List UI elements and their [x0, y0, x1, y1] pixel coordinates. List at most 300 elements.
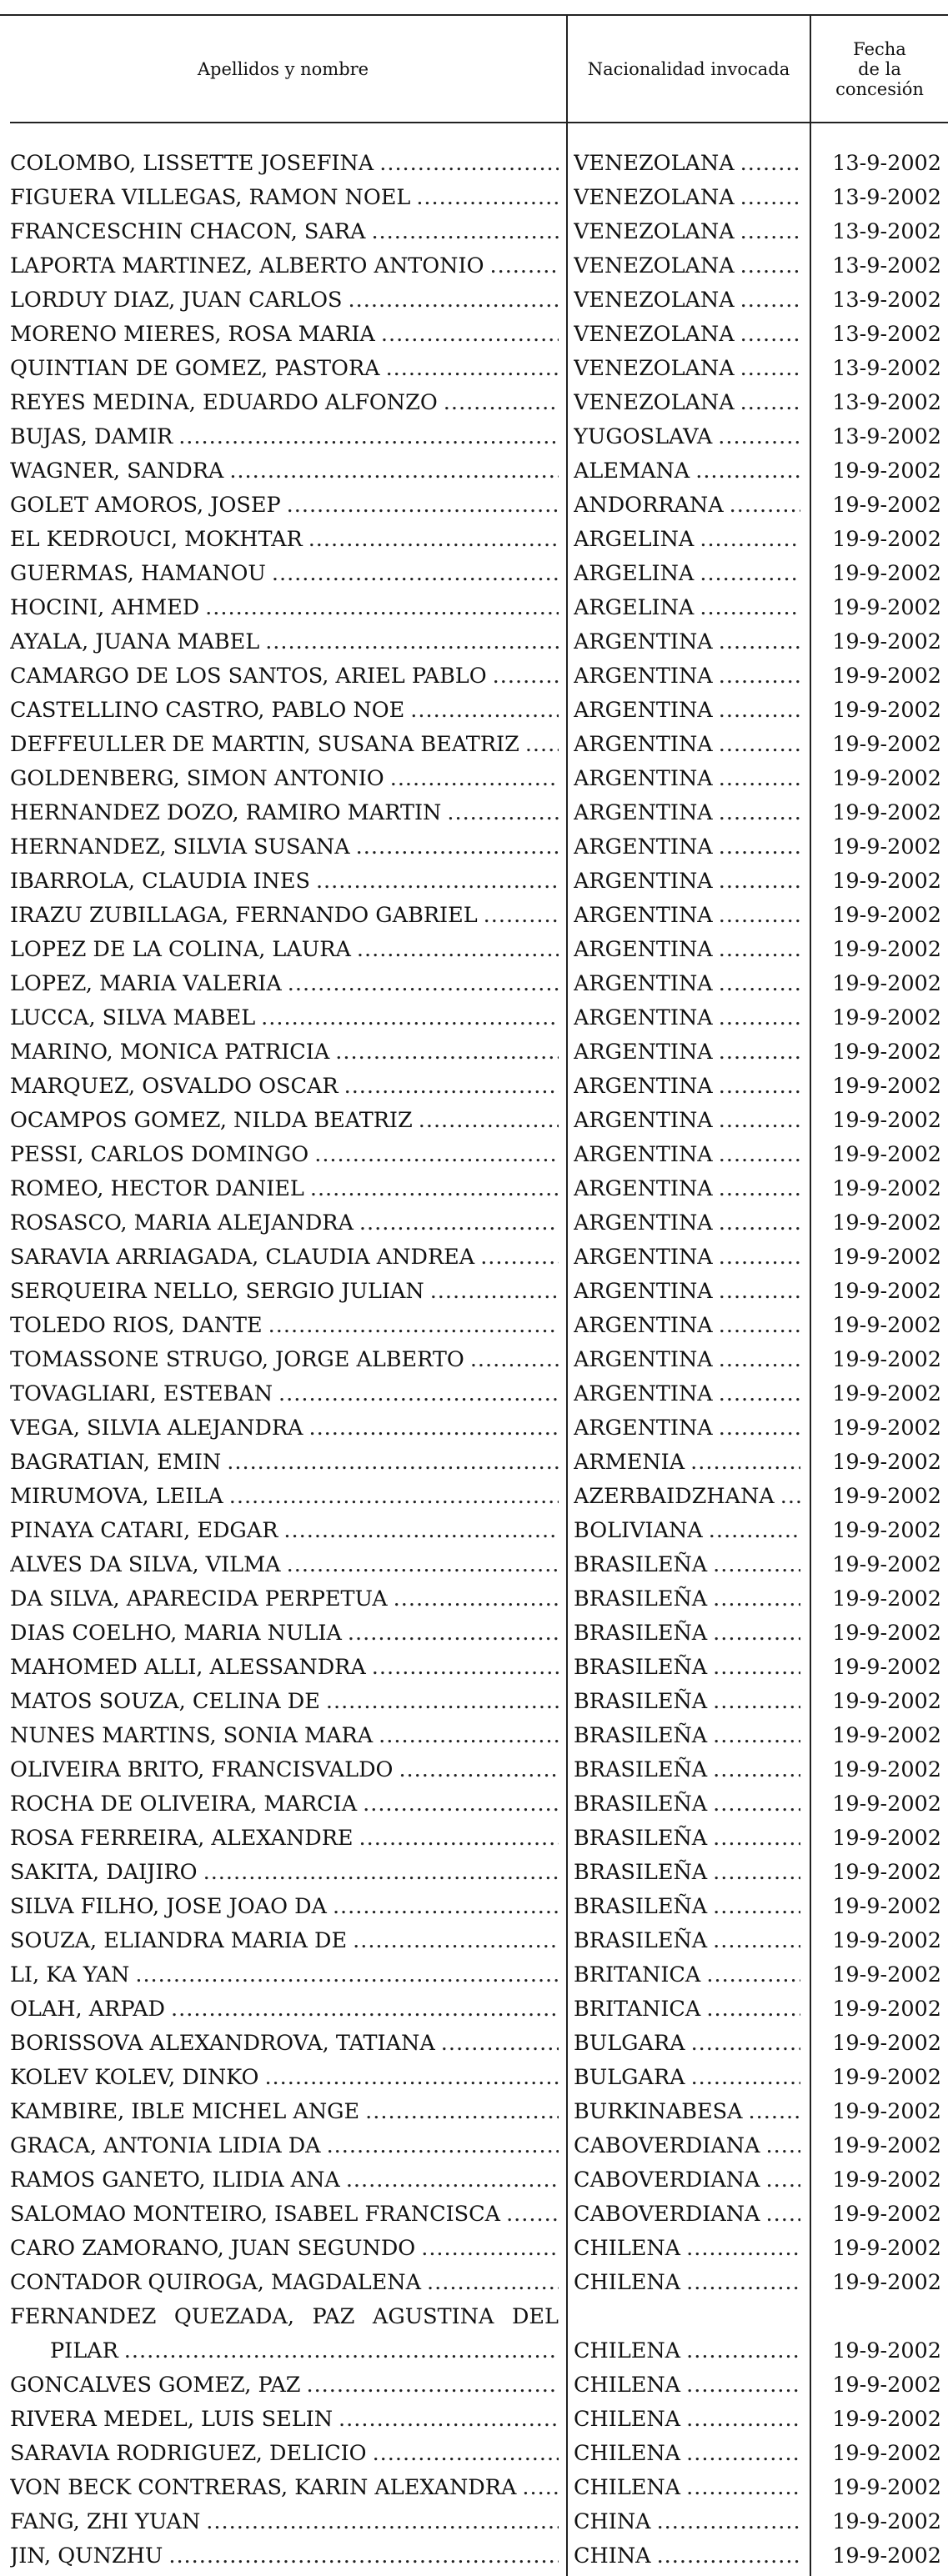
nationality-text: CHINA [574, 2509, 651, 2534]
name-text: PESSI, CARLOS DOMINGO [10, 1142, 309, 1167]
dot-leader [223, 454, 559, 489]
person-name [10, 1035, 559, 1070]
dot-leader [266, 557, 559, 591]
name-text: SARAVIA ARRIAGADA, CLAUDIA ANDREA [10, 1245, 475, 1270]
grant-date: 19-9-2002 [832, 664, 941, 689]
nationality-text: BRASILEÑA [574, 1552, 708, 1577]
dot-leader [255, 1001, 559, 1035]
name-text: HERNANDEZ DOZO, RAMIRO MARTIN [10, 800, 442, 825]
person-name [10, 1822, 559, 1856]
dot-leader [680, 2437, 800, 2471]
nationality-text: VENEZOLANA [574, 151, 735, 176]
nationality [574, 557, 800, 591]
table-row [0, 1616, 948, 1651]
nationality [574, 283, 800, 318]
nationality [574, 865, 800, 899]
nationality-text: BOLIVIANA [574, 1518, 703, 1543]
dot-leader [690, 454, 800, 489]
header-rule [10, 122, 948, 123]
name-text: DA SILVA, APARECIDA PERPETUA [10, 1586, 388, 1611]
grant-date: 19-9-2002 [832, 1518, 941, 1543]
grant-date: 19-9-2002 [832, 698, 941, 723]
grant-date: 19-9-2002 [832, 1552, 941, 1577]
table-row [0, 1890, 948, 1924]
dot-leader [199, 591, 559, 625]
dot-leader [712, 420, 800, 454]
grant-date: 19-9-2002 [832, 1279, 941, 1304]
grant-date: 19-9-2002 [832, 2270, 941, 2295]
table-row [0, 1582, 948, 1616]
name-text: VON BECK CONTRERAS, KARIN ALEXANDRA [10, 2475, 517, 2500]
name-text: REYES MEDINA, EDUARDO ALFONZO [10, 390, 438, 415]
dot-leader [707, 1924, 800, 1958]
table-row [0, 2300, 948, 2368]
person-name [10, 1138, 559, 1172]
name-text: MARQUEZ, OSVALDO OSCAR [10, 1074, 339, 1099]
name-text: RAMOS GANETO, ILIDIA ANA [10, 2168, 340, 2193]
person-name [10, 728, 559, 762]
name-text: GUERMAS, HAMANOU [10, 561, 266, 586]
person-name [10, 352, 559, 386]
person-name [10, 2061, 559, 2095]
nationality [574, 933, 800, 967]
table-row [0, 249, 948, 283]
name-text: LUCCA, SILVA MABEL [10, 1005, 256, 1030]
dot-leader [421, 2266, 559, 2300]
name-text: AYALA, JUANA MABEL [10, 629, 260, 654]
name-text: BORISSOVA ALEXANDROVA, TATIANA [10, 2031, 435, 2056]
grant-date: 19-9-2002 [832, 2099, 941, 2124]
dot-leader [388, 1582, 559, 1616]
person-name [10, 283, 559, 318]
nationality-text: ARGENTINA [574, 1245, 713, 1270]
dot-leader [713, 933, 800, 967]
nationality [574, 1104, 800, 1138]
table-row [0, 1343, 948, 1377]
nationality-text: ARGELINA [574, 527, 695, 552]
person-name [10, 659, 559, 694]
table-row [0, 1104, 948, 1138]
name-text: IBARROLA, CLAUDIA INES [10, 869, 310, 894]
table-row [0, 1309, 948, 1343]
dot-leader [713, 1377, 800, 1411]
nationality-text: ARGENTINA [574, 732, 713, 757]
dot-leader [259, 625, 559, 659]
dot-leader [357, 1787, 559, 1822]
nationality-text: ARGENTINA [574, 1040, 713, 1065]
grant-date: 19-9-2002 [832, 1860, 941, 1885]
person-name [10, 1001, 559, 1035]
nationality [574, 420, 800, 454]
dot-leader [694, 591, 800, 625]
dot-leader [367, 2437, 559, 2471]
nationality-text: CABOVERDIANA [574, 2202, 760, 2227]
name-text: CAMARGO DE LOS SANTOS, ARIEL PABLO [10, 664, 487, 689]
person-name [10, 1958, 559, 1992]
dot-leader [735, 215, 800, 249]
nationality-text: ARMENIA [574, 1450, 685, 1475]
grant-date: 13-9-2002 [832, 185, 941, 210]
dot-leader [713, 1138, 800, 1172]
dot-leader [713, 899, 800, 933]
nationality [574, 2129, 800, 2163]
dot-leader [735, 352, 800, 386]
dot-leader [343, 283, 559, 318]
table-row [0, 625, 948, 659]
name-text: VEGA, SILVIA ALEJANDRA [10, 1416, 303, 1441]
person-name [10, 865, 559, 899]
nationality [574, 2403, 800, 2437]
nationality [574, 2471, 800, 2505]
dot-leader [680, 2368, 800, 2403]
grant-date: 19-9-2002 [832, 1381, 941, 1406]
nationality [574, 1651, 800, 1685]
grant-date: 19-9-2002 [832, 903, 941, 928]
table-row [0, 2539, 948, 2573]
name-text: ROMEO, HECTOR DANIEL [10, 1176, 304, 1201]
dot-leader [438, 386, 559, 420]
grant-date: 19-9-2002 [832, 2133, 941, 2158]
person-name [10, 318, 559, 352]
table-row [0, 557, 948, 591]
person-name [10, 1275, 559, 1309]
dot-leader [258, 2061, 559, 2095]
dot-leader [713, 796, 800, 830]
dot-leader [713, 625, 800, 659]
nationality [574, 1070, 800, 1104]
table-row [0, 1822, 948, 1856]
table-row [0, 2129, 948, 2163]
nationality-text: CHILENA [574, 2236, 681, 2261]
nationality-text: ARGENTINA [574, 834, 713, 860]
dot-leader [680, 2471, 800, 2505]
nationality-text: VENEZOLANA [574, 185, 735, 210]
nationality [574, 1172, 800, 1206]
person-name [10, 1070, 559, 1104]
person-name [10, 830, 559, 865]
nationality-text: ARGENTINA [574, 1142, 713, 1167]
dot-leader [713, 1206, 800, 1240]
dot-leader [384, 762, 559, 796]
nationality [574, 2198, 800, 2232]
dot-leader [760, 2129, 801, 2163]
grant-date: 19-9-2002 [832, 1347, 941, 1372]
nationality [574, 1138, 800, 1172]
dot-leader [435, 2027, 559, 2061]
table-row [0, 967, 948, 1001]
table-row [0, 1924, 948, 1958]
grant-date: 19-9-2002 [832, 2236, 941, 2261]
name-text: OLAH, ARPAD [10, 1997, 165, 2022]
person-name [10, 1411, 559, 1446]
nationality-text: BULGARA [574, 2065, 685, 2090]
grant-date: 13-9-2002 [832, 253, 941, 278]
grant-date: 19-9-2002 [832, 869, 941, 894]
dot-leader [351, 933, 559, 967]
dot-leader [680, 2266, 800, 2300]
dot-leader [713, 1001, 800, 1035]
grant-date: 19-9-2002 [832, 1040, 941, 1065]
person-name [10, 1924, 559, 1958]
dot-leader [760, 2198, 801, 2232]
dot-leader [685, 1446, 800, 1480]
dot-leader [484, 249, 559, 283]
table-row [0, 1377, 948, 1411]
dot-leader [707, 1822, 800, 1856]
nationality [574, 1719, 800, 1753]
dot-leader [707, 1548, 800, 1582]
nationality [574, 1822, 800, 1856]
nationality-text: CHINA [574, 2543, 651, 2568]
person-name [10, 1514, 559, 1548]
name-text: DEFFEULLER DE MARTIN, SUSANA BEATRIZ [10, 732, 519, 757]
dot-leader [321, 2129, 559, 2163]
grant-date: 19-9-2002 [832, 1005, 941, 1030]
dot-leader [404, 694, 559, 728]
name-text: ALVES DA SILVA, VILMA [10, 1552, 281, 1577]
person-name [10, 489, 559, 523]
table-row [0, 1856, 948, 1890]
table-row [0, 489, 948, 523]
nationality [574, 1446, 800, 1480]
dot-leader [713, 1343, 800, 1377]
name-text: LI, KA YAN [10, 1962, 130, 1987]
nationality-text: VENEZOLANA [574, 390, 735, 415]
person-name [10, 1480, 559, 1514]
person-name [10, 1309, 559, 1343]
nationality-text: BRASILEÑA [574, 1621, 708, 1646]
nationality [574, 830, 800, 865]
dot-leader [519, 728, 559, 762]
nationality [574, 899, 800, 933]
name-text: FIGUERA VILLEGAS, RAMON NOEL [10, 185, 411, 210]
person-name [10, 2129, 559, 2163]
name-text: JIN, QUNZHU [10, 2543, 163, 2568]
name-text: MARINO, MONICA PATRICIA [10, 1040, 330, 1065]
nationality-text: VENEZOLANA [574, 322, 735, 347]
grant-date: 19-9-2002 [832, 1621, 941, 1646]
nationality-text: BRASILEÑA [574, 1826, 708, 1851]
person-name [10, 2437, 559, 2471]
dot-leader [303, 1411, 559, 1446]
person-name [10, 2539, 559, 2573]
nationality [574, 181, 800, 215]
dot-leader [223, 1480, 559, 1514]
dot-leader [694, 557, 800, 591]
dot-leader [680, 2232, 800, 2266]
dot-leader [263, 1309, 559, 1343]
person-name [10, 2266, 559, 2300]
dot-leader [707, 1616, 800, 1651]
table-row [0, 591, 948, 625]
dot-leader [724, 489, 800, 523]
dot-leader [735, 386, 800, 420]
nationality [574, 1992, 800, 2027]
dot-leader [118, 2334, 559, 2368]
dot-leader [478, 899, 559, 933]
nationality-text: VENEZOLANA [574, 356, 735, 381]
dot-leader [707, 1753, 800, 1787]
grant-date: 19-9-2002 [832, 732, 941, 757]
name-text: PINAYA CATARI, EDGAR [10, 1518, 278, 1543]
table-row [0, 659, 948, 694]
dot-leader [474, 1240, 559, 1275]
grant-date: 19-9-2002 [832, 2373, 941, 2398]
nationality [574, 2095, 800, 2129]
person-name [10, 591, 559, 625]
person-name [10, 1104, 559, 1138]
name-text: RIVERA MEDEL, LUIS SELIN [10, 2407, 334, 2432]
name-word: PAZ [312, 2304, 355, 2329]
dot-leader [308, 1138, 559, 1172]
table-row [0, 796, 948, 830]
dot-leader [350, 830, 559, 865]
nationality [574, 1958, 800, 1992]
person-name [10, 1856, 559, 1890]
nationality-text: ARGENTINA [574, 1176, 713, 1201]
name-text: CASTELLINO CASTRO, PABLO NOE [10, 698, 405, 723]
nationality-text: VENEZOLANA [574, 219, 735, 244]
person-name [10, 796, 559, 830]
dot-leader [359, 2095, 559, 2129]
column-header-nationality: Nacionalidad invocada [587, 58, 790, 79]
nationality-text: BRASILEÑA [574, 1723, 708, 1748]
name-text: BUJAS, DAMIR [10, 424, 173, 449]
dot-leader [651, 2539, 800, 2573]
nationality-text: BRITANICA [574, 1962, 701, 1987]
nationality [574, 591, 800, 625]
person-name [10, 2505, 559, 2539]
person-name [10, 2027, 559, 2061]
nationality-text: VENEZOLANA [574, 253, 735, 278]
grant-date: 13-9-2002 [832, 356, 941, 381]
dot-leader [713, 1172, 800, 1206]
grant-date: 19-9-2002 [832, 2031, 941, 2056]
dot-leader [713, 1309, 800, 1343]
grant-date: 19-9-2002 [832, 2202, 941, 2227]
nationality-text: CHILENA [574, 2441, 681, 2466]
grant-date: 19-9-2002 [832, 2065, 941, 2090]
table-row [0, 2505, 948, 2539]
table-row [0, 1787, 948, 1822]
grant-date: 19-9-2002 [832, 834, 941, 860]
table-row [0, 283, 948, 318]
nationality-text: ARGENTINA [574, 1381, 713, 1406]
grant-date: 19-9-2002 [832, 595, 941, 620]
grant-date: 13-9-2002 [832, 390, 941, 415]
person-name [10, 2232, 559, 2266]
table-row [0, 1035, 948, 1070]
dot-leader [165, 1992, 559, 2027]
nationality [574, 796, 800, 830]
dot-leader [487, 659, 559, 694]
nationality-text: ARGENTINA [574, 869, 713, 894]
table-row [0, 318, 948, 352]
name-text: GOLDENBERG, SIMON ANTONIO [10, 766, 384, 791]
dot-leader [340, 2163, 559, 2198]
dot-leader [735, 249, 800, 283]
person-name [10, 1685, 559, 1719]
dot-leader [366, 1651, 559, 1685]
dot-leader [743, 2095, 800, 2129]
person-name [10, 1753, 559, 1787]
name-text: SALOMAO MONTEIRO, ISABEL FRANCISCA [10, 2202, 501, 2227]
name-text: OCAMPOS GOMEZ, NILDA BEATRIZ [10, 1108, 413, 1133]
grant-date: 19-9-2002 [832, 1416, 941, 1441]
grant-date: 19-9-2002 [832, 1586, 941, 1611]
table-row [0, 420, 948, 454]
nationality-text: ARGENTINA [574, 1416, 713, 1441]
dot-leader [415, 2232, 559, 2266]
nationality [574, 1548, 800, 1582]
person-name [10, 762, 559, 796]
dot-leader [707, 1856, 800, 1890]
grant-date: 19-9-2002 [832, 493, 941, 518]
table-row [0, 1753, 948, 1787]
dot-leader [713, 865, 800, 899]
dot-leader [173, 420, 559, 454]
nationality [574, 1787, 800, 1822]
grant-date: 19-9-2002 [832, 1142, 941, 1167]
nationality-text: ARGENTINA [574, 664, 713, 689]
dot-leader [735, 283, 800, 318]
nationality-text: BULGARA [574, 2031, 685, 2056]
dot-leader [680, 2334, 800, 2368]
nationality [574, 1480, 800, 1514]
dot-leader [200, 2505, 559, 2539]
table-row [0, 762, 948, 796]
table-row [0, 1719, 948, 1753]
table-row [0, 1138, 948, 1172]
nationality-text: CABOVERDIANA [574, 2168, 760, 2193]
name-text: DIAS COELHO, MARIA NULIA [10, 1621, 342, 1646]
grant-date: 13-9-2002 [832, 288, 941, 313]
name-text: GOLET AMOROS, JOSEP [10, 493, 281, 518]
dot-leader [775, 1480, 800, 1514]
grant-date: 19-9-2002 [832, 1997, 941, 2022]
grant-date: 19-9-2002 [832, 937, 941, 962]
dot-leader [685, 2027, 800, 2061]
person-name [10, 1343, 559, 1377]
nationality-text: BRASILEÑA [574, 1655, 708, 1680]
nationality-text: ARGENTINA [574, 629, 713, 654]
dot-leader [713, 1411, 800, 1446]
nationality [574, 762, 800, 796]
person-name [10, 147, 559, 181]
nationality-text: CHILENA [574, 2407, 681, 2432]
grant-date: 19-9-2002 [832, 1210, 941, 1235]
nationality [574, 1411, 800, 1446]
person-name [10, 1377, 559, 1411]
grant-date: 13-9-2002 [832, 322, 941, 347]
nationality [574, 2437, 800, 2471]
table-row [0, 2027, 948, 2061]
dot-leader [342, 1616, 559, 1651]
grant-date: 19-9-2002 [832, 2168, 941, 2193]
nationality-text: CHILENA [574, 2270, 681, 2295]
nationality-text: BRASILEÑA [574, 1586, 708, 1611]
grant-date: 19-9-2002 [832, 1245, 941, 1270]
nationality [574, 1240, 800, 1275]
nationality-text: ARGENTINA [574, 903, 713, 928]
grant-date: 19-9-2002 [832, 561, 941, 586]
name-text: MAHOMED ALLI, ALESSANDRA [10, 1655, 366, 1680]
dot-leader [373, 1719, 559, 1753]
name-text: OLIVEIRA BRITO, FRANCISVALDO [10, 1757, 394, 1782]
dot-leader [713, 830, 800, 865]
grant-date: 19-9-2002 [832, 2475, 941, 2500]
grant-date: 19-9-2002 [832, 1792, 941, 1817]
